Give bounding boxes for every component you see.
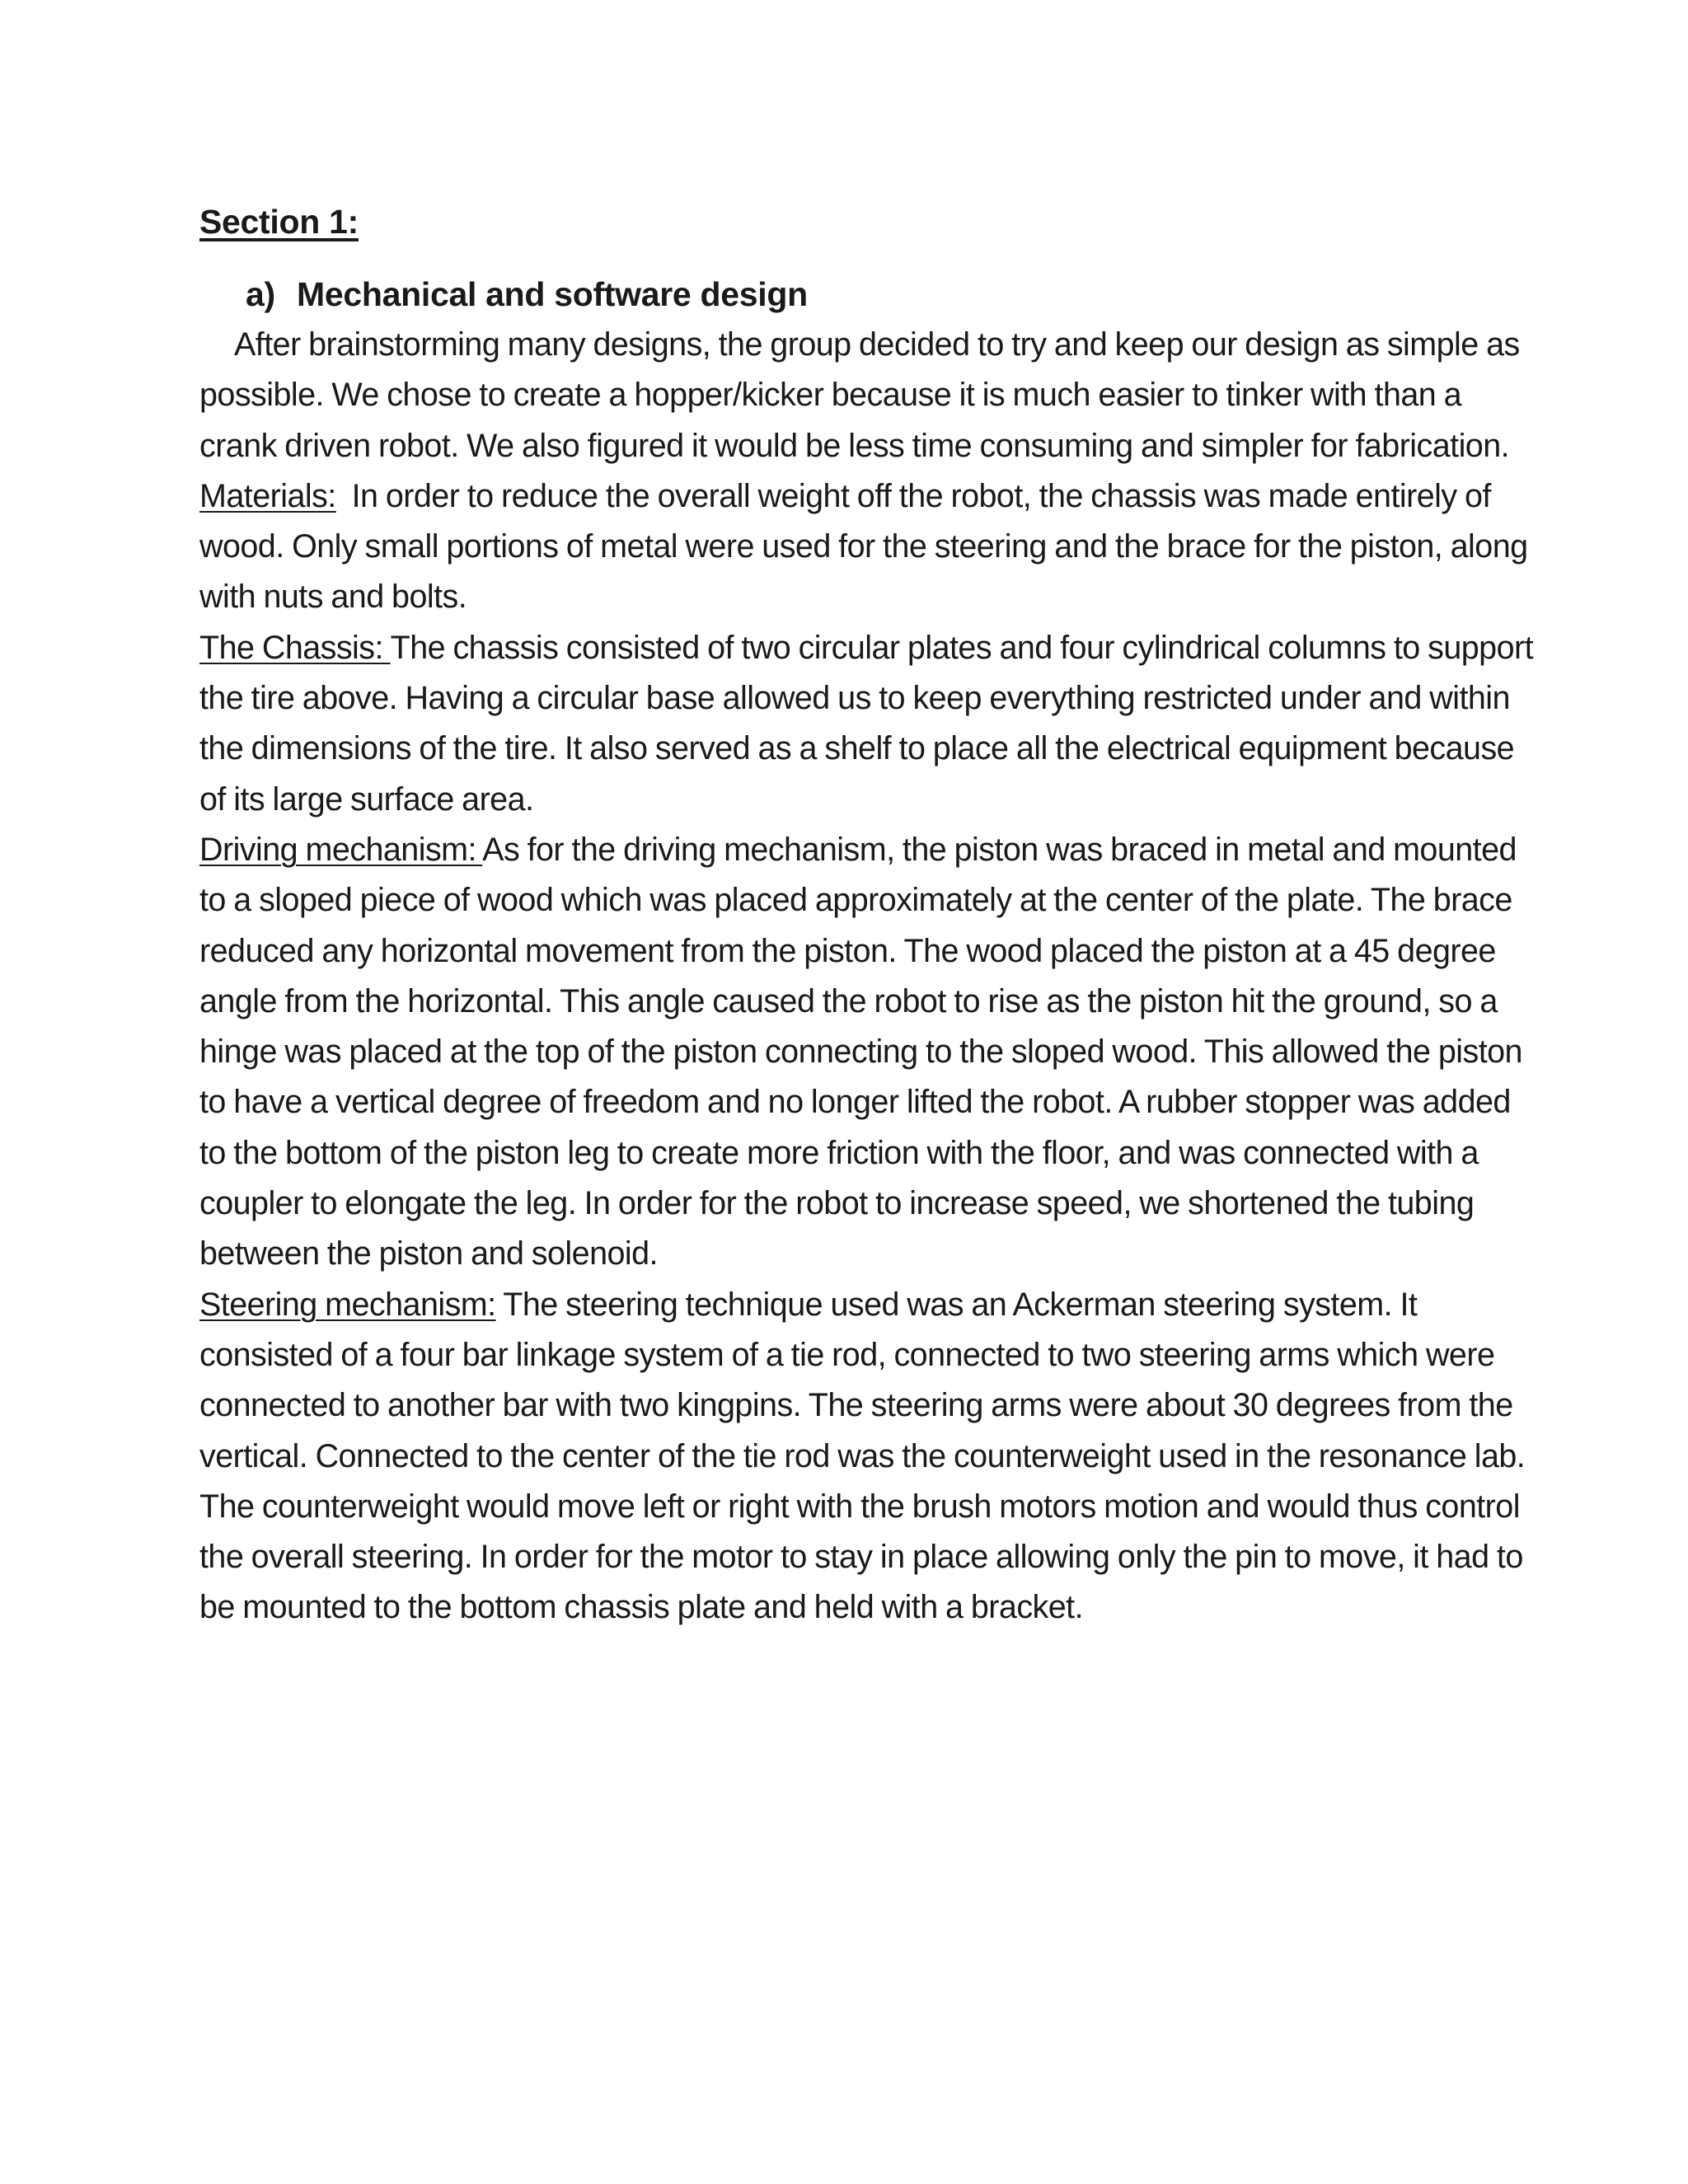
subsection-marker: a) [246,275,275,313]
driving-mechanism-paragraph [199,825,1535,1280]
chassis-paragraph [199,623,1535,825]
chassis-label: The Chassis: [199,629,391,666]
materials-text: In order to reduce the overall weight off the robot, the chassis was made entirely of wood. Only small portions of metal were used for the steering and the brace for the piston, along with nuts and bolts. [199,477,1536,616]
intro-paragraph: After brainstorming many designs, the group decided to try and keep our design as simple as possible. We chose to create a hopper/kicker because it is much easier to tinker with than a crank driven robot. We also figured it would be less time consuming and simpler for fabrication. [199,326,1520,464]
materials-paragraph [199,471,1535,623]
chassis-text: The chassis consisted of two circular plates and four cylindrical columns to support the tire above. Having a circular base allowed us to keep everything restricted under and within the dimensions of the tire. It also served as a shelf to place all the electrical equipment because of its large surface area. [199,629,1534,818]
steering-mechanism-text: The steering technique used was an Ackerman steering system. It consisted of a four bar linkage system of a tie rod, connected to two steering arms which were connected to another bar with two kingpins. The steering arms were about 30 degrees from the vertical. Connected to the center of the tie rod was the counterweight used in the resonance lab. The counterweight would move left or right with the brush motors motion and would thus control the overall steering. In order for the motor to stay in place allowing only the pin to move, it had to be mounted to the bottom chassis plate and held with a bracket. [199,1286,1526,1626]
driving-mechanism-label: Driving mechanism: [199,831,483,868]
subsection-title: Mechanical and software design [297,275,808,313]
section-heading: Section 1: [199,203,359,241]
subsection-heading [246,269,1535,320]
steering-mechanism-label: Steering mechanism: [199,1286,496,1323]
driving-mechanism-text: As for the driving mechanism, the piston was braced in metal and mounted to a sloped piece of wood which was placed approximately at the center of the plate. The brace reduced any horizontal movement from the piston. The wood placed the piston at a 45 degree angle from the horizontal. This angle caused the robot to rise as the piston hit the ground, so a hinge was placed at the top of the piston connecting to the sloped wood. This allowed the piston to have a vertical degree of freedom and no longer lifted the robot. A rubber stopper was added to the bottom of the piston leg to create more friction with the floor, and was connected with a coupler to elongate the leg. In order for the robot to increase speed, we shortened the tubing between the piston and solenoid. [199,831,1522,1272]
steering-mechanism-paragraph [199,1280,1535,1633]
materials-label: Materials: [199,477,336,514]
document-page [199,196,1535,1633]
